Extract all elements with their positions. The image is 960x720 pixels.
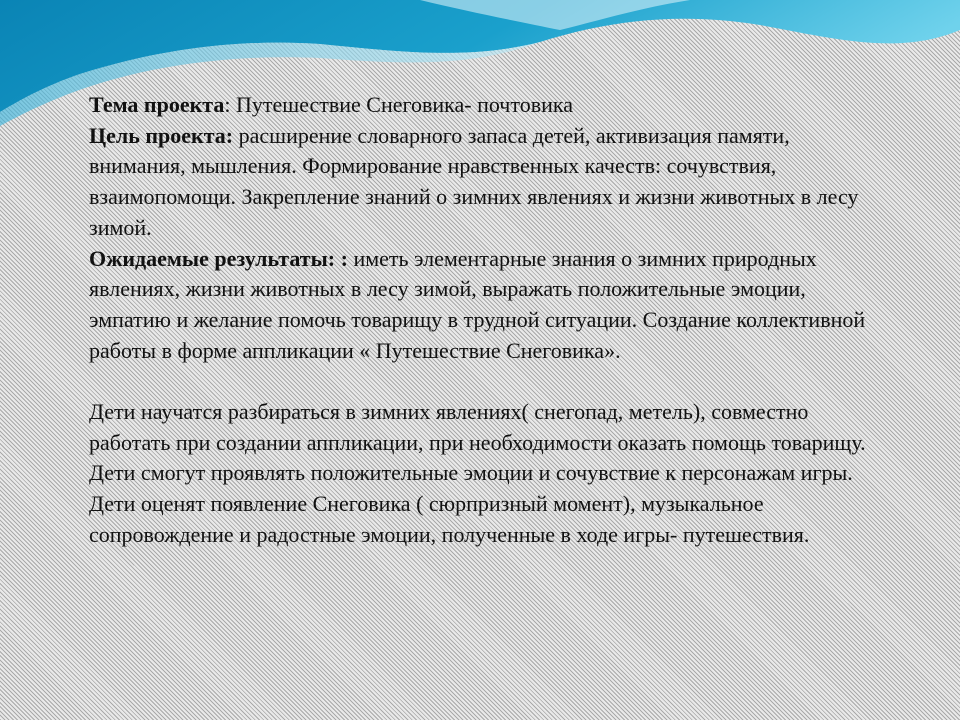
outcome-paragraph: Дети смогут проявлять положительные эмоции и сочувствие к персонажам игры. <box>89 460 853 486</box>
goal-paragraph <box>89 121 889 244</box>
outcome-paragraph: Дети оценят появление Снеговика ( сюрпризный момент), музыкальное сопровождение и радостные эмоции, полученные в ходе игры- путешествия. <box>89 491 810 547</box>
results-label: Ожидаемые результаты: : <box>89 245 348 271</box>
paragraph-gap <box>89 366 889 397</box>
theme-text: : Путешествие Снеговика- почтовика <box>224 92 573 117</box>
results-paragraph <box>89 244 889 367</box>
goal-text: расширение словарного запаса детей, активизация памяти, внимания, мышления. Формирование нравственных качеств: сочувствия, взаимопомощи. Закрепление знаний о зимних явлениях и жизни животных в лесу зимой. <box>89 122 859 240</box>
outcome-paragraph: Дети научатся разбираться в зимних явлениях( снегопад, метель), совместно работать при создании аппликации, при необходимости оказать помощь товарищу. <box>89 399 866 455</box>
results-text: иметь элементарные знания о зимних природных явлениях, жизни животных в лесу зимой, выражать положительные эмоции, эмпатию и желание помочь товарищу в трудной ситуации. Создание коллективной работы в форме аппликации « Путешествие Снеговика». <box>89 245 866 363</box>
goal-label: Цель проекта: <box>89 122 234 148</box>
theme-label: Тема проекта <box>89 92 225 117</box>
theme-paragraph <box>89 90 889 121</box>
project-description <box>89 90 889 551</box>
